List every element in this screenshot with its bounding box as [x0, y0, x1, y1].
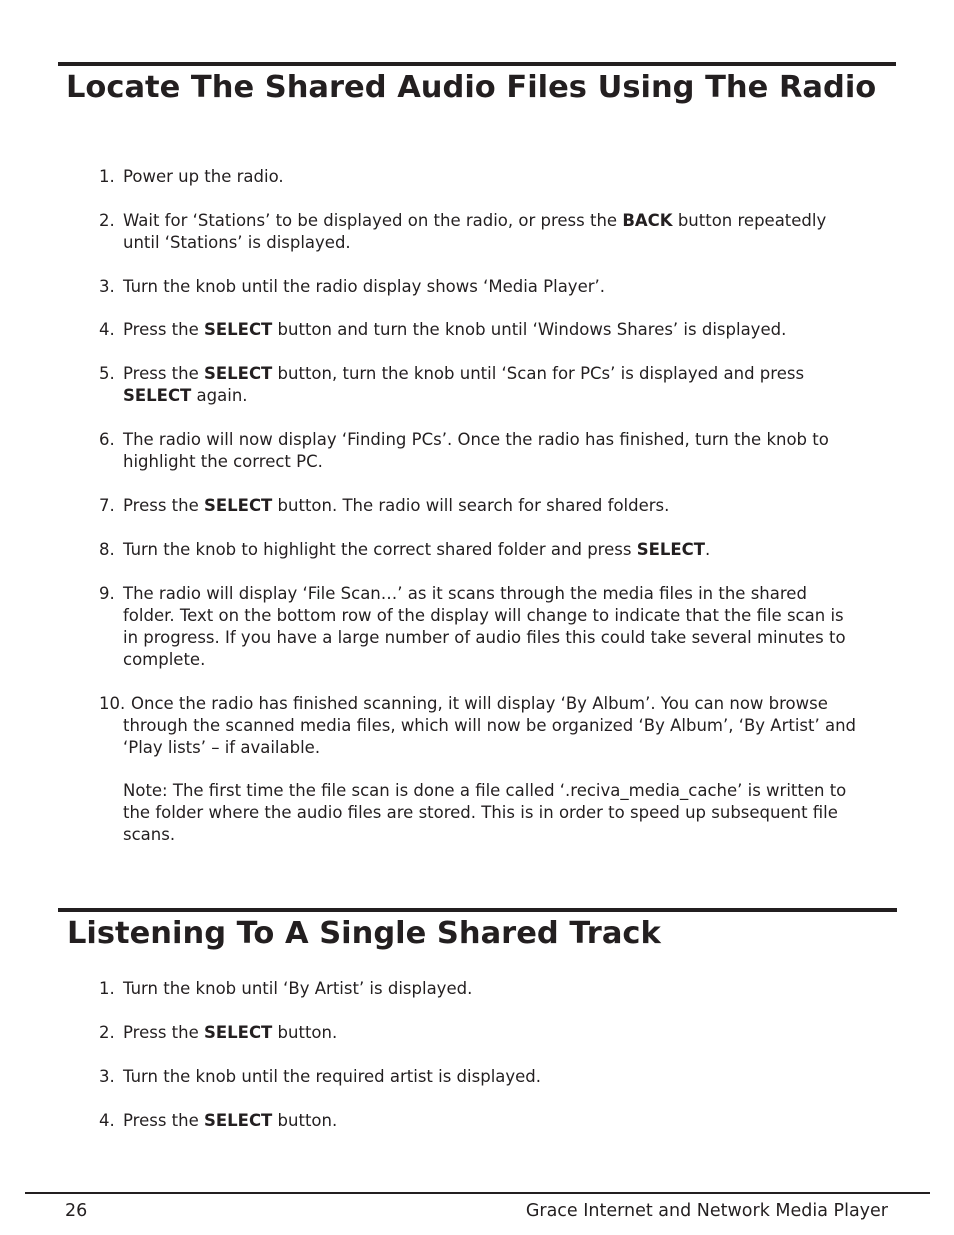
step-number: 3. — [99, 1067, 115, 1086]
section-heading: Listening To A Single Shared Track — [67, 916, 661, 951]
text-run: Press the — [123, 364, 204, 383]
list-item — [99, 539, 859, 561]
step-text — [123, 539, 859, 561]
text-run: Wait for ‘Stations’ to be displayed on the radio, or press the — [123, 211, 623, 230]
list-item — [99, 1066, 859, 1088]
step-text — [123, 429, 859, 473]
list-item — [99, 1110, 859, 1132]
text-run: Press the — [123, 1111, 204, 1130]
text-run: button, turn the knob until ‘Scan for PCs’ is displayed and press — [272, 364, 805, 383]
text-run: Press the — [123, 320, 204, 339]
section-heading: Locate The Shared Audio Files Using The Radio — [66, 70, 877, 105]
step-number: 5. — [99, 364, 115, 383]
step-text — [123, 210, 859, 254]
keyword-label: SELECT — [204, 1111, 273, 1130]
list-item — [99, 1022, 859, 1044]
keyword-label: SELECT — [204, 320, 273, 339]
note-text — [99, 780, 859, 846]
list-item — [99, 276, 859, 298]
step-number: 9. — [99, 584, 115, 603]
section-top-rule — [58, 62, 896, 66]
text-run: button and turn the knob until ‘Windows Shares’ is displayed. — [272, 320, 787, 339]
list-item — [99, 363, 859, 407]
step-number: 10. — [99, 694, 126, 713]
step-number: 4. — [99, 320, 115, 339]
keyword-label: SELECT — [123, 386, 192, 405]
step-text — [123, 495, 859, 517]
step-text — [123, 319, 859, 341]
keyword-label: SELECT — [204, 496, 273, 515]
list-item — [99, 583, 859, 671]
step-number: 2. — [99, 1023, 115, 1042]
text-run: Once the radio has finished scanning, it will display ‘By Album’. You can now browse through the scanned media files, which will now be organized ‘By Album’, ‘By Artist’ and ‘Play lists’ – if available. — [123, 694, 857, 757]
list-item — [99, 319, 859, 341]
step-text — [123, 1022, 859, 1044]
document-title: Grace Internet and Network Media Player — [525, 1201, 888, 1221]
list-item — [99, 166, 859, 188]
text-run: Power up the radio. — [123, 167, 284, 186]
keyword-label: SELECT — [636, 540, 705, 559]
keyword-label: SELECT — [204, 364, 273, 383]
text-run: button. The radio will search for shared folders. — [272, 496, 670, 515]
step-number: 4. — [99, 1111, 115, 1130]
step-number: 7. — [99, 496, 115, 515]
text-run: Press the — [123, 1023, 204, 1042]
text-run: The radio will display ‘File Scan…’ as it scans through the media files in the shared folder. Text on the bottom row of the display will change to indicate that the file scan is in progress. If you have a large number of audio files this could take several minutes to complete. — [123, 584, 846, 669]
section-top-rule — [58, 908, 897, 912]
page-number: 26 — [65, 1201, 88, 1221]
text-run: button repeatedly until ‘Stations’ is displayed. — [123, 211, 827, 252]
step-text — [123, 583, 859, 671]
step-text — [123, 166, 859, 188]
step-text — [123, 1110, 859, 1132]
step-number: 1. — [99, 167, 115, 186]
text-run: Press the — [123, 496, 204, 515]
list-item — [99, 978, 859, 1000]
text-run: Turn the knob until ‘By Artist’ is displayed. — [123, 979, 473, 998]
step-text — [123, 363, 859, 407]
text-run: button. — [272, 1023, 338, 1042]
keyword-label: BACK — [622, 211, 673, 230]
text-run: Turn the knob to highlight the correct shared folder and press — [123, 540, 637, 559]
step-number: 8. — [99, 540, 115, 559]
keyword-label: SELECT — [204, 1023, 273, 1042]
footer-rule — [25, 1192, 930, 1194]
step-text — [123, 1066, 859, 1088]
step-text — [123, 978, 859, 1000]
text-run: The radio will now display ‘Finding PCs’. Once the radio has finished, turn the knob to highlight the correct PC. — [123, 430, 829, 471]
step-text — [123, 693, 859, 759]
list-item — [99, 429, 859, 473]
text-run: again. — [191, 386, 248, 405]
list-item — [99, 495, 859, 517]
text-run: Turn the knob until the required artist is displayed. — [123, 1067, 542, 1086]
text-run: button. — [272, 1111, 338, 1130]
text-run: . — [705, 540, 711, 559]
note-paragraph: Note: The first time the file scan is done a file called ‘.reciva_media_cache’ is written to the folder where the audio files are stored. This is in order to speed up subsequent file scans. — [123, 781, 847, 844]
list-item — [99, 693, 859, 759]
text-run: Turn the knob until the radio display shows ‘Media Player’. — [123, 277, 605, 296]
step-text — [123, 276, 859, 298]
step-number: 3. — [99, 277, 115, 296]
step-number: 1. — [99, 979, 115, 998]
step-number: 6. — [99, 430, 115, 449]
step-number: 2. — [99, 211, 115, 230]
list-item — [99, 210, 859, 254]
